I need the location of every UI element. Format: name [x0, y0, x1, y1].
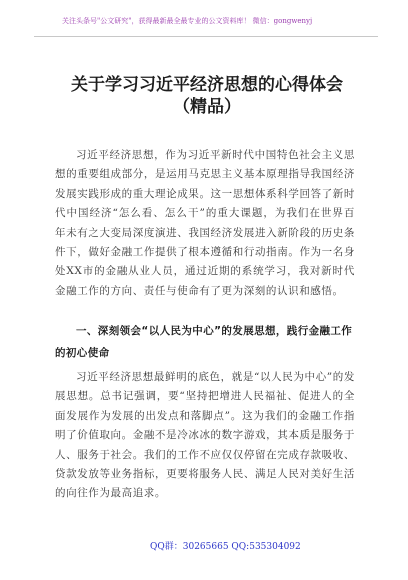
body-paragraph-2: 习近平经济思想最鲜明的底色，就是“以人民为中心”的发展思想。总书记强调，要“坚持把增进人民福祉、促进人的全面发展作为发展的出发点和落脚点”。这为我们的金融工作指明了价值取向。金融不是冷冰冰的数字游戏，其本质是服务于人、服务于社会。我们的工作不应仅仅停留在完成存款吸收、贷款发放等业务指标，更要将服务人民、满足人民对美好生活的向往作为最高追求。	[55, 371, 355, 500]
title-line-1: 关于学习习近平经济思想的心得体会	[71, 75, 343, 95]
section-heading-1: 一、深刻领会“以人民为中心”的发展思想，践行金融工作的初心使命	[55, 325, 353, 359]
footer-contact-note: QQ群：30265665 QQ:535304092	[150, 542, 301, 552]
header-promo-note: 关注头条号"公文研究"，获得最新最全最专业的公文资料库！ 微信：gongwenyj	[62, 17, 313, 25]
title-line-2: （精品）	[173, 97, 241, 117]
header-divider	[34, 36, 378, 37]
body-paragraph-1: 习近平经济思想，作为习近平新时代中国特色社会主义思想的重要组成部分，是运用马克思主义基本原理指导我国经济发展实践形成的重大理论成果。这一思想体系科学回答了新时代中国经济“怎么看、怎么干”的重大课题，为我们在世界百年未有之大变局深度演进、我国经济发展进入新阶段的历史条件下，做好金融工作提供了根本遵循和行动指南。作为一名身处XX市的金融从业人员，通过近期的系统学习，我对新时代金融工作的方向、责任与使命有了更为深刻的认识和感悟。	[55, 149, 355, 297]
document-title	[40, 74, 374, 118]
